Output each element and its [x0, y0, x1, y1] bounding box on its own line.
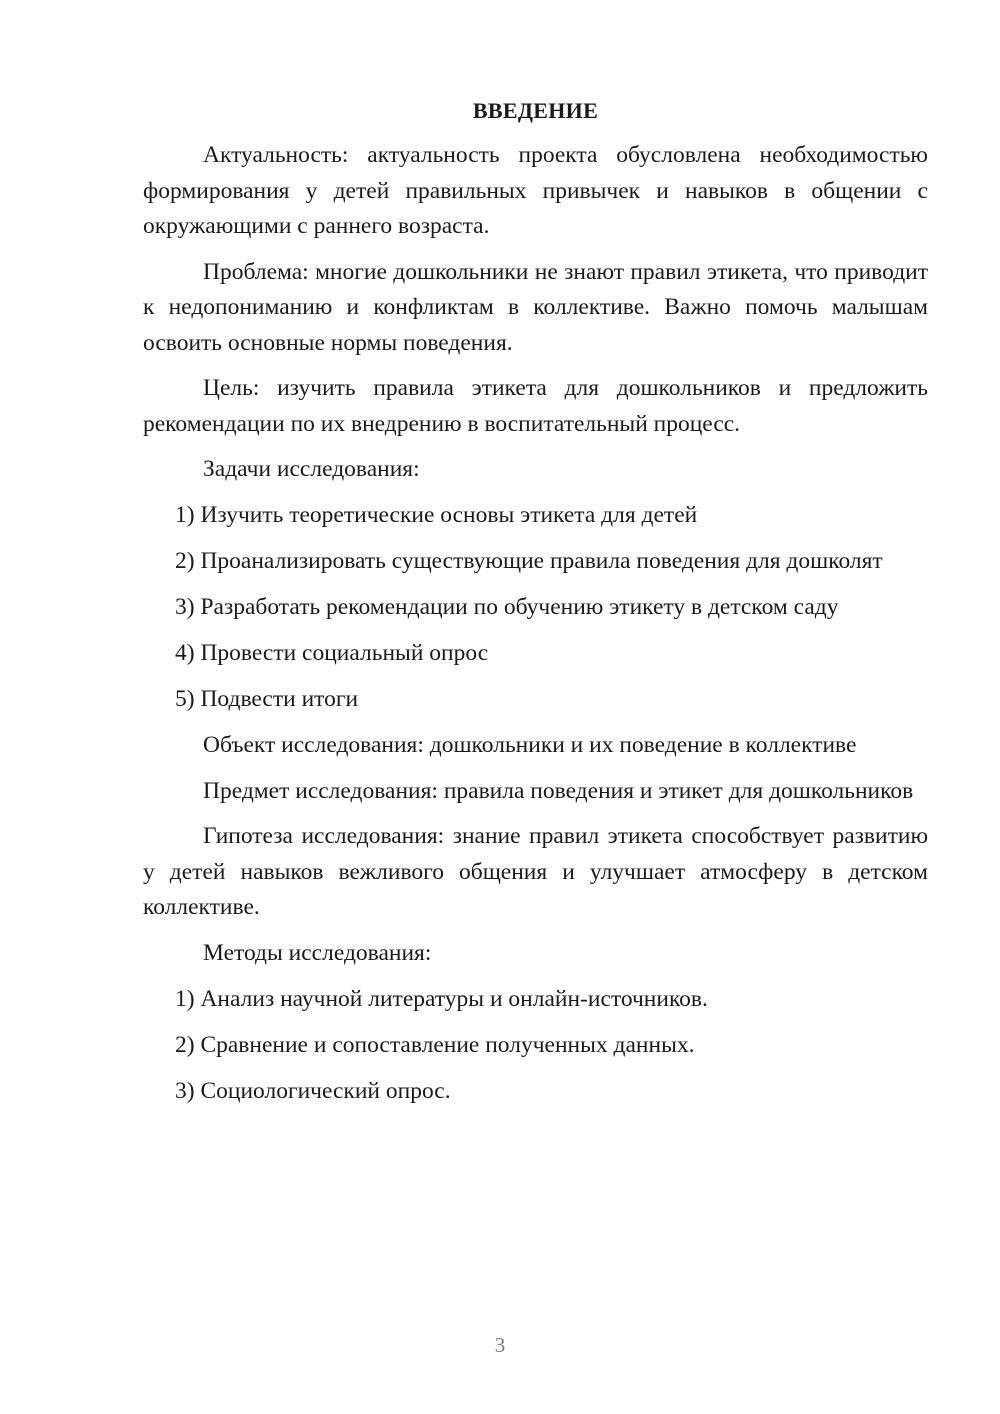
- page-number: 3: [494, 1333, 506, 1357]
- subject-paragraph: Предмет исследования: правила поведения и этикет для дошкольников: [203, 777, 914, 804]
- hypothesis-paragraph: Гипотеза исследования: знание правил этикета способствует развитию у детей навыков вежливого общения и улучшает атмосферу в детском коллективе.: [143, 823, 928, 920]
- task-item: 1) Изучить теоретические основы этикета для детей: [175, 502, 698, 528]
- problem-paragraph: Проблема: многие дошкольники не знают правил этикета, что приводит к недопониманию и конфликтам в коллективе. Важно помочь малышам освоить основные нормы поведения.: [143, 258, 928, 356]
- section-heading: ВВЕДЕНИЕ: [472, 98, 599, 123]
- task-item: 3) Разработать рекомендации по обучению этикету в детском саду: [175, 594, 839, 620]
- task-item: 2) Проанализировать существующие правила поведения для дошколят: [175, 548, 883, 574]
- method-item: 3) Социологический опрос.: [175, 1077, 451, 1104]
- task-item: 5) Подвести итоги: [175, 686, 359, 712]
- method-item: 1) Анализ научной литературы и онлайн-источников.: [175, 985, 708, 1012]
- goal-paragraph: Цель: изучить правила этикета для дошкольников и предложить рекомендации по их внедрению в воспитательный процесс.: [143, 375, 928, 437]
- relevance-paragraph: Актуальность: актуальность проекта обусловлена необходимостью формирования у детей правильных привычек и навыков в общении с окружающими с раннего возраста.: [143, 142, 928, 239]
- tasks-title: Задачи исследования:: [203, 456, 420, 482]
- method-item: 2) Сравнение и сопоставление полученных данных.: [175, 1031, 695, 1058]
- object-paragraph: Объект исследования: дошкольники и их поведение в коллективе: [203, 732, 857, 758]
- methods-title: Методы исследования:: [203, 939, 432, 966]
- task-item: 4) Провести социальный опрос: [175, 640, 489, 666]
- page-content: [143, 94, 928, 1120]
